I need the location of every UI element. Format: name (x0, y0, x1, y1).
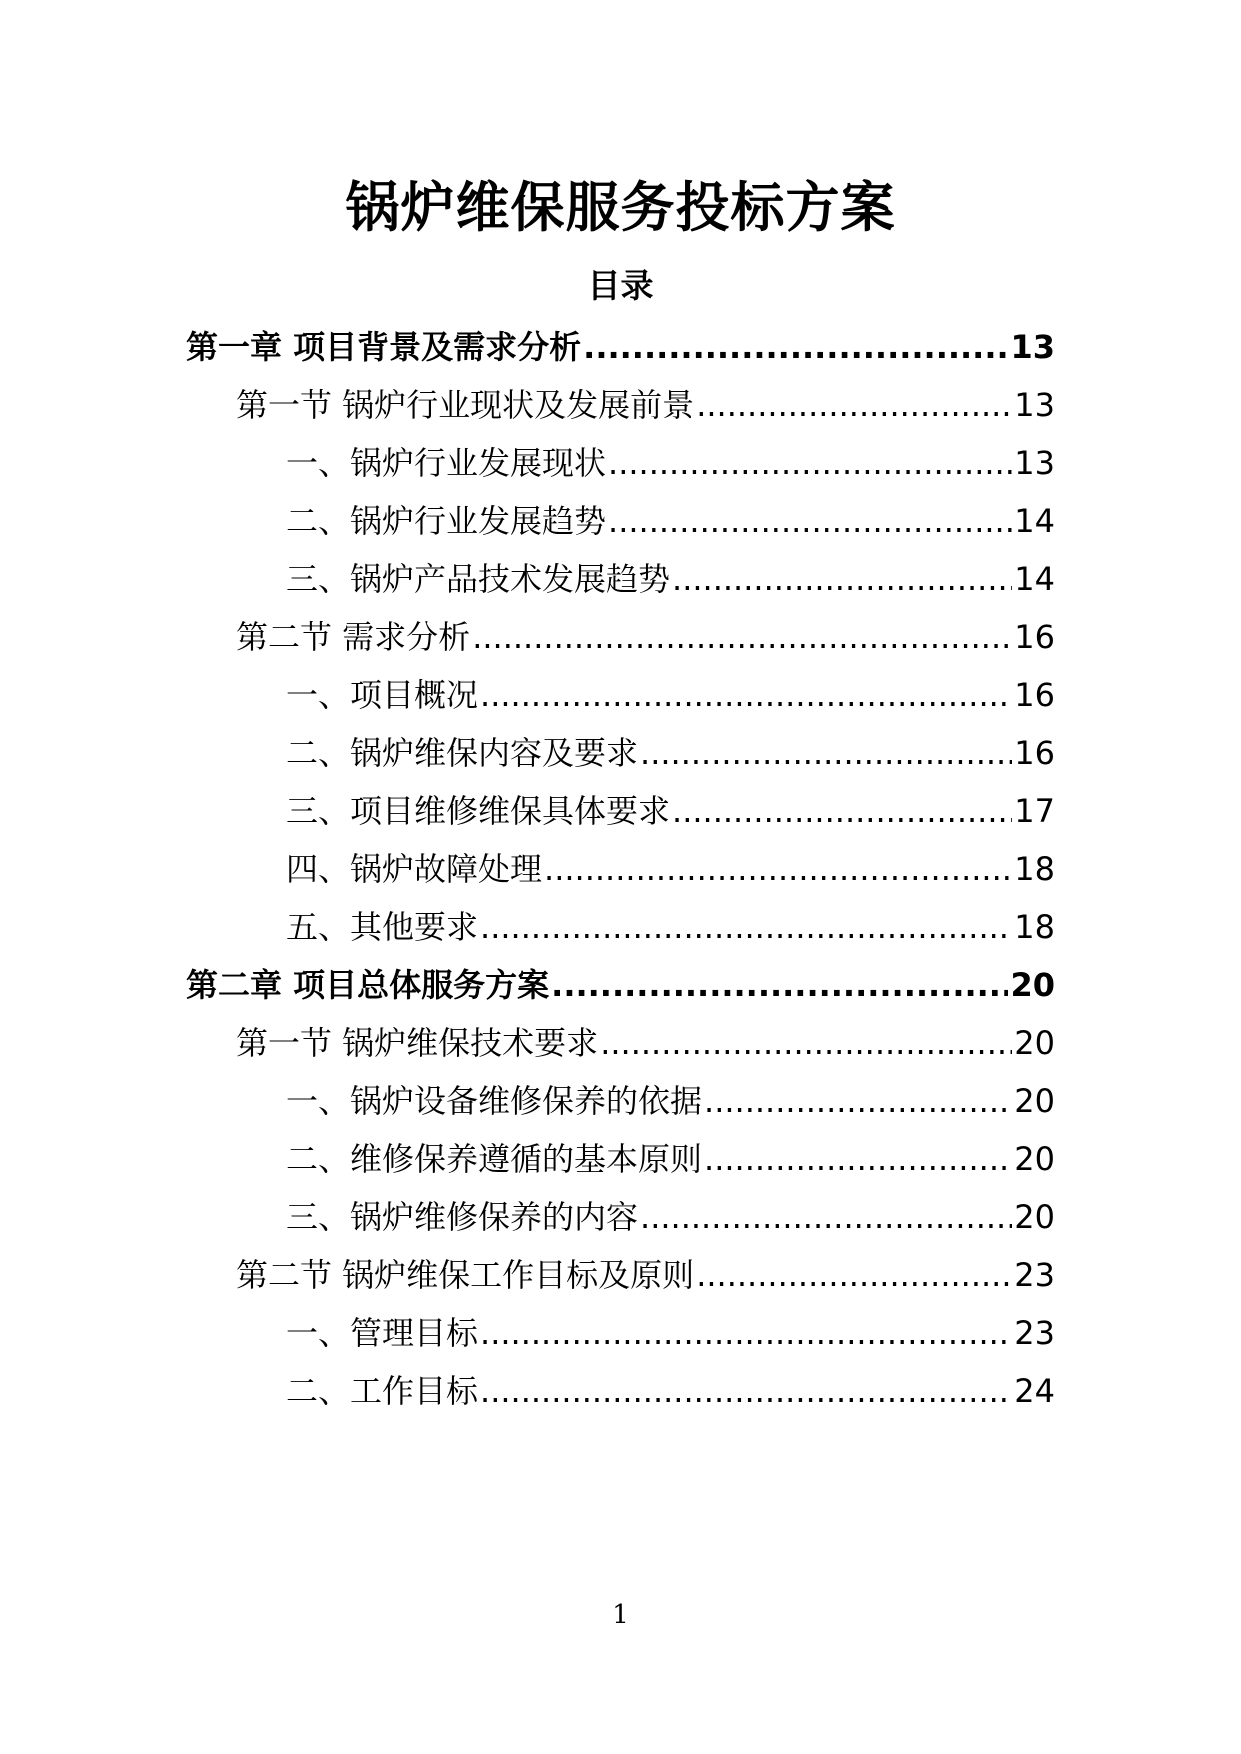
toc-section-entry[interactable] (236, 614, 1055, 660)
toc-entry-text: 第一节 锅炉维保技术要求 (236, 1024, 599, 1062)
toc-dot-leader (472, 614, 1012, 660)
toc-entry-page: 13 (1014, 386, 1055, 424)
toc-dot-leader (672, 788, 1012, 834)
toc-entry-text: 三、锅炉产品技术发展趋势 (286, 560, 671, 598)
toc-chapter-entry[interactable] (186, 962, 1055, 1008)
toc-entry-page: 14 (1014, 560, 1055, 598)
toc-entry-text: 五、其他要求 (286, 908, 479, 946)
toc-entry-text: 第二章 项目总体服务方案 (186, 966, 550, 1004)
toc-dot-leader (480, 1368, 1012, 1414)
toc-subsection-entry[interactable] (286, 1136, 1055, 1182)
toc-dot-leader (551, 962, 1008, 1008)
toc-entry-page: 13 (1010, 328, 1055, 366)
toc-subsection-entry[interactable] (286, 1078, 1055, 1124)
toc-subsection-entry[interactable] (286, 1368, 1055, 1414)
toc-subsection-entry[interactable] (286, 672, 1055, 718)
toc-entry-text: 四、锅炉故障处理 (286, 850, 543, 888)
toc-entry-text: 一、管理目标 (286, 1314, 479, 1352)
toc-entry-text: 一、锅炉设备维修保养的依据 (286, 1082, 703, 1120)
toc-entry-page: 20 (1014, 1140, 1055, 1178)
toc-subsection-entry[interactable] (286, 788, 1055, 834)
toc-entry-page: 23 (1014, 1256, 1055, 1294)
toc-dot-leader (704, 1078, 1012, 1124)
toc-dot-leader (608, 440, 1012, 486)
toc-entry-text: 第一章 项目背景及需求分析 (186, 328, 582, 366)
toc-entry-text: 第一节 锅炉行业现状及发展前景 (236, 386, 695, 424)
toc-entry-text: 三、项目维修维保具体要求 (286, 792, 671, 830)
toc-dot-leader (480, 672, 1012, 718)
toc-entry-text: 一、锅炉行业发展现状 (286, 444, 607, 482)
toc-entry-text: 三、锅炉维修保养的内容 (286, 1198, 639, 1236)
document-title: 锅炉维保服务投标方案 (345, 176, 896, 239)
toc-subsection-entry[interactable] (286, 498, 1055, 544)
toc-entry-page: 23 (1014, 1314, 1055, 1352)
toc-entry-page: 16 (1014, 618, 1055, 656)
toc-section-entry[interactable] (236, 382, 1055, 428)
toc-dot-leader (696, 1252, 1012, 1298)
toc-entry-text: 二、维修保养遵循的基本原则 (286, 1140, 703, 1178)
page-number: 1 (612, 1600, 629, 1630)
toc-subsection-entry[interactable] (286, 556, 1055, 602)
toc-heading: 目录 (587, 266, 654, 305)
toc-dot-leader (600, 1020, 1012, 1066)
toc-entry-text: 二、锅炉维保内容及要求 (286, 734, 639, 772)
toc-entry-text: 二、锅炉行业发展趋势 (286, 502, 607, 540)
toc-entry-page: 14 (1014, 502, 1055, 540)
toc-entry-page: 16 (1014, 734, 1055, 772)
toc-entry-page: 17 (1014, 792, 1055, 830)
toc-entry-text: 二、工作目标 (286, 1372, 479, 1410)
toc-section-entry[interactable] (236, 1252, 1055, 1298)
toc-dot-leader (544, 846, 1012, 892)
toc-subsection-entry[interactable] (286, 904, 1055, 950)
toc-dot-leader (608, 498, 1012, 544)
toc-subsection-entry[interactable] (286, 730, 1055, 776)
toc-subsection-entry[interactable] (286, 846, 1055, 892)
toc-chapter-entry[interactable] (186, 324, 1055, 370)
toc-entry-page: 20 (1014, 1024, 1055, 1062)
toc-dot-leader (480, 904, 1012, 950)
toc-entry-page: 20 (1014, 1198, 1055, 1236)
toc-subsection-entry[interactable] (286, 1310, 1055, 1356)
toc-dot-leader (696, 382, 1012, 428)
toc-dot-leader (583, 324, 1008, 370)
toc-entry-text: 一、项目概况 (286, 676, 479, 714)
toc-entry-text: 第二节 锅炉维保工作目标及原则 (236, 1256, 695, 1294)
toc-entry-page: 18 (1014, 850, 1055, 888)
toc-subsection-entry[interactable] (286, 440, 1055, 486)
toc-entry-text: 第二节 需求分析 (236, 618, 471, 656)
toc-section-entry[interactable] (236, 1020, 1055, 1066)
toc-entry-page: 18 (1014, 908, 1055, 946)
toc-dot-leader (640, 1194, 1012, 1240)
toc-entry-page: 16 (1014, 676, 1055, 714)
toc-dot-leader (672, 556, 1012, 602)
toc-entry-page: 24 (1014, 1372, 1055, 1410)
toc-entry-page: 20 (1010, 966, 1055, 1004)
toc-entry-page: 20 (1014, 1082, 1055, 1120)
toc-dot-leader (704, 1136, 1012, 1182)
toc-dot-leader (480, 1310, 1012, 1356)
toc-entry-page: 13 (1014, 444, 1055, 482)
toc-dot-leader (640, 730, 1012, 776)
toc-subsection-entry[interactable] (286, 1194, 1055, 1240)
